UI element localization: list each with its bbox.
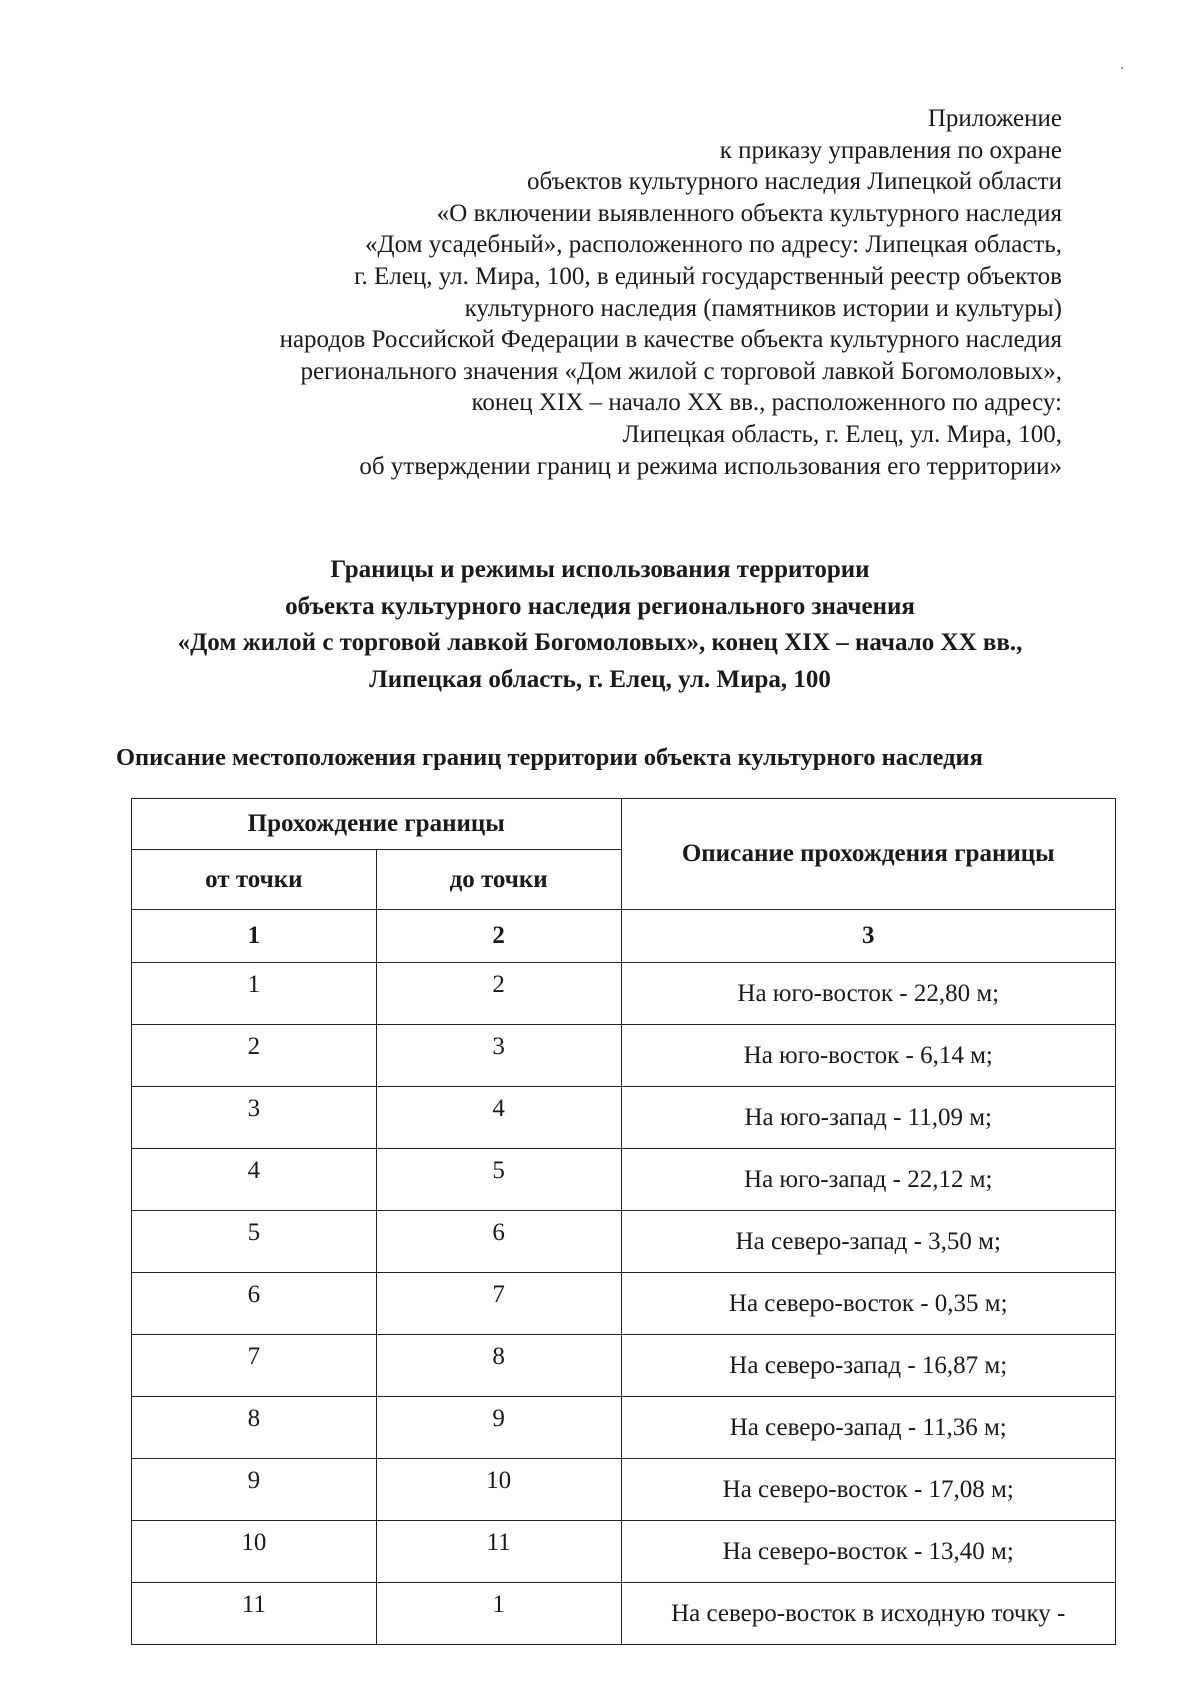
cell-from-point: 7 xyxy=(132,1335,377,1397)
scan-speck xyxy=(1121,67,1123,69)
table-row xyxy=(132,1397,1116,1459)
table-row xyxy=(132,1521,1116,1583)
appendix-header xyxy=(82,103,1062,482)
column-number-row xyxy=(132,910,1116,963)
appendix-line: к приказу управления по охране xyxy=(719,136,1062,164)
table-header-row xyxy=(132,799,1116,850)
cell-from-point: 5 xyxy=(132,1211,377,1273)
cell-from-point: 9 xyxy=(132,1459,377,1521)
appendix-line: регионального значения «Дом жилой с торговой лавкой Богомоловых», xyxy=(300,357,1062,385)
cell-from-point: 6 xyxy=(132,1273,377,1335)
table-row xyxy=(132,1335,1116,1397)
column-number: 2 xyxy=(376,910,621,963)
table-row xyxy=(132,1087,1116,1149)
group-header-boundary: Прохождение границы xyxy=(132,799,622,850)
cell-from-point: 8 xyxy=(132,1397,377,1459)
table-row xyxy=(132,1583,1116,1645)
cell-description: На северо-запад - 11,36 м; xyxy=(621,1397,1116,1459)
table-row xyxy=(132,1025,1116,1087)
cell-description: На северо-восток - 13,40 м; xyxy=(621,1521,1116,1583)
table-row xyxy=(132,1273,1116,1335)
cell-to-point: 5 xyxy=(376,1149,621,1211)
cell-to-point: 11 xyxy=(376,1521,621,1583)
column-header-from: от точки xyxy=(132,850,377,910)
cell-description: На северо-восток в исходную точку - xyxy=(621,1583,1116,1645)
cell-description: На северо-запад - 16,87 м; xyxy=(621,1335,1116,1397)
cell-from-point: 2 xyxy=(132,1025,377,1087)
cell-to-point: 1 xyxy=(376,1583,621,1645)
column-header-description: Описание прохождения границы xyxy=(621,799,1116,910)
table-row xyxy=(132,963,1116,1025)
cell-description: На северо-восток - 17,08 м; xyxy=(621,1459,1116,1521)
appendix-line: объектов культурного наследия Липецкой области xyxy=(527,168,1062,196)
appendix-line: г. Елец, ул. Мира, 100, в единый государственный реестр объектов xyxy=(354,262,1062,290)
appendix-line: Липецкая область, г. Елец, ул. Мира, 100, xyxy=(622,420,1062,448)
table-row xyxy=(132,1459,1116,1521)
title-line: «Дом жилой с торговой лавкой Богомоловых», конец XIX – начало XX вв., xyxy=(177,629,1023,656)
document-title xyxy=(100,552,1100,698)
appendix-line: народов Российской Федерации в качестве объекта культурного наследия xyxy=(279,326,1062,354)
appendix-line: конец XIX – начало XX вв., расположенного по адресу: xyxy=(471,389,1062,417)
cell-description: На юго-восток - 22,80 м; xyxy=(621,963,1116,1025)
cell-to-point: 6 xyxy=(376,1211,621,1273)
cell-to-point: 8 xyxy=(376,1335,621,1397)
cell-to-point: 9 xyxy=(376,1397,621,1459)
appendix-line: «О включении выявленного объекта культурного наследия xyxy=(436,199,1062,227)
cell-description: На юго-запад - 22,12 м; xyxy=(621,1149,1116,1211)
cell-to-point: 10 xyxy=(376,1459,621,1521)
appendix-line: «Дом усадебный», расположенного по адресу: Липецкая область, xyxy=(365,231,1062,259)
column-number: 3 xyxy=(621,910,1116,963)
cell-description: На юго-запад - 11,09 м; xyxy=(621,1087,1116,1149)
title-line: объекта культурного наследия регионального значения xyxy=(285,592,915,620)
cell-from-point: 1 xyxy=(132,963,377,1025)
appendix-line: Приложение xyxy=(927,105,1062,132)
cell-to-point: 3 xyxy=(376,1025,621,1087)
cell-to-point: 2 xyxy=(376,963,621,1025)
cell-from-point: 3 xyxy=(132,1087,377,1149)
cell-description: На юго-восток - 6,14 м; xyxy=(621,1025,1116,1087)
title-line: Границы и режимы использования территории xyxy=(330,556,870,583)
section-heading: Описание местоположения границ территории объекта культурного наследия xyxy=(116,744,983,771)
boundary-table xyxy=(131,798,1116,1645)
title-line: Липецкая область, г. Елец, ул. Мира, 100 xyxy=(369,665,831,693)
cell-from-point: 11 xyxy=(132,1583,377,1645)
cell-description: На северо-запад - 3,50 м; xyxy=(621,1211,1116,1273)
appendix-line: об утверждении границ и режима использования его территории» xyxy=(359,452,1062,480)
column-number: 1 xyxy=(132,910,377,963)
appendix-line: культурного наследия (памятников истории и культуры) xyxy=(464,294,1062,322)
column-header-to: до точки xyxy=(376,850,621,910)
cell-from-point: 4 xyxy=(132,1149,377,1211)
cell-to-point: 4 xyxy=(376,1087,621,1149)
cell-from-point: 10 xyxy=(132,1521,377,1583)
cell-to-point: 7 xyxy=(376,1273,621,1335)
cell-description: На северо-восток - 0,35 м; xyxy=(621,1273,1116,1335)
table-row xyxy=(132,1149,1116,1211)
table-row xyxy=(132,1211,1116,1273)
